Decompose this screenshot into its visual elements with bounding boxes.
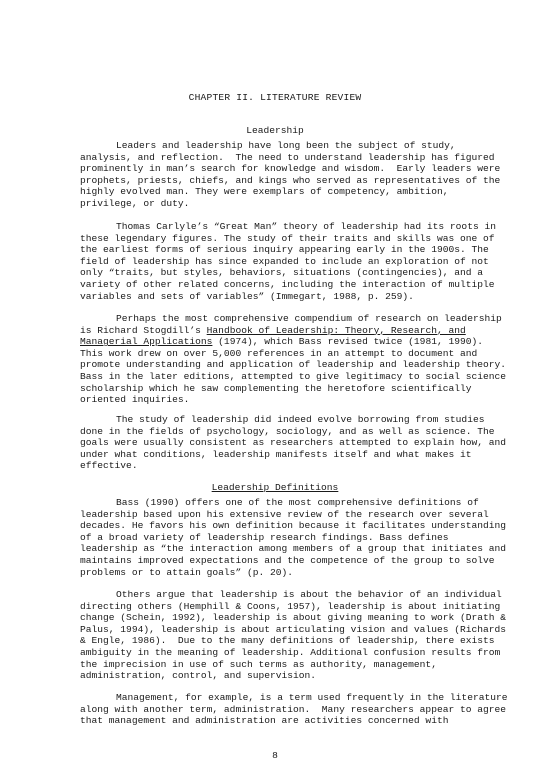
paragraph-line: variables and sets of variables” (Immegart, 1988, p. 259). [80, 290, 414, 302]
paragraph-line: along with another term, administration. Many researchers appear to agree [80, 703, 507, 715]
paragraph-line: the imprecision in use of such terms as authority, management, [80, 658, 437, 670]
paragraph-line: promote understanding and application of leadership and leadership theory. [80, 359, 507, 371]
paragraph-line: that management and administration are activities concerned with [80, 715, 449, 727]
paragraph-text: (1974), which Bass revised twice (1981, 1990). [212, 336, 484, 348]
paragraph-1 [80, 140, 501, 210]
paragraph-line: under what conditions, leadership manifests itself and what makes it [80, 448, 472, 460]
paragraph-line: & Engle, 1986). Due to the many definitions of leadership, there exists [80, 635, 495, 647]
paragraph-7 [80, 692, 508, 727]
book-title-part-1: Handbook of Leadership: Theory, Research, and [206, 324, 466, 336]
paragraph-line: oriented inquiries. [80, 394, 190, 406]
paragraph-line: decades. He favors his own definition because it facilitates understanding [80, 520, 507, 532]
page-number: 8 [272, 750, 278, 761]
paragraph-line: analysis, and reflection. The need to understand leadership has figured [80, 151, 495, 163]
paragraph-line: maintains improved expectations and the competence of the group to solve [80, 554, 495, 566]
paragraph-6 [80, 589, 507, 682]
paragraph-line: Palus, 1994), leadership is about articulating vision and values (Richards [80, 623, 507, 635]
paragraph-line: Others argue that leadership is about the behavior of an individual [116, 589, 502, 600]
chapter-title: CHAPTER II. LITERATURE REVIEW [188, 92, 362, 103]
paragraph-line: Thomas Carlyle’s “Great Man” theory of leadership had its roots in [116, 221, 496, 232]
paragraph-4 [80, 414, 507, 472]
paragraph-line: problems or to attain goals” (p. 20). [80, 566, 294, 578]
paragraph-line: Management, for example, is a term used frequently in the literature [116, 692, 508, 703]
paragraph-line: of a broad variety of leadership research findings. Bass defines [80, 531, 449, 543]
section-heading-definitions [0, 482, 550, 494]
paragraph-line: field of leadership has since expanded to include an exploration of not [80, 255, 489, 267]
paragraph-line: Bass in the later editions, attempted to give legitimacy to social science [80, 370, 507, 382]
paragraph-line: Perhaps the most comprehensive compendium of research on leadership [116, 313, 502, 324]
paragraph-line: goals were usually consistent as researchers attempted to explain how, and [80, 437, 507, 449]
paragraph-line: change (Schein, 1992), leadership is about giving meaning to work (Drath & [80, 612, 507, 624]
paragraph-line: prominently in man’s search for knowledge and wisdom. Early leaders were [80, 163, 501, 175]
paragraph-line: done in the fields of psychology, sociology, and as well as science. The [80, 425, 495, 437]
paragraph-line: scholarship which he saw complementing the heretofore scientifically [80, 382, 472, 394]
section-heading-leadership: Leadership [246, 125, 304, 136]
book-title-part-2: Managerial Applications [80, 336, 213, 348]
paragraph-line: directing others (Hemphill & Coons, 1957), leadership is about initiating [80, 600, 501, 612]
paragraph-line [80, 325, 476, 337]
paragraph-line: leadership based upon his extensive review of the research over several [80, 508, 489, 520]
paragraph-line: Bass (1990) offers one of the most comprehensive definitions of [116, 497, 479, 508]
paragraph-line: ambiguity in the meaning of leadership. Additional confusion results from [80, 646, 501, 658]
paragraph-text: is Richard Stogdill’s [80, 324, 207, 336]
paragraph-line: Leaders and leadership have long been the subject of study, [116, 140, 456, 151]
paragraph-line: these legendary figures. The study of their traits and skills was one of [80, 232, 495, 244]
paragraph-line: This work drew on over 5,000 references in an attempt to document and [80, 347, 478, 359]
section-heading-text: Leadership Definitions [211, 482, 339, 493]
paragraph-5 [80, 497, 507, 578]
paragraph-line [80, 336, 484, 348]
paragraph-line: variety of other related concerns, including the interaction of multiple [80, 278, 495, 290]
paragraph-2 [80, 221, 496, 302]
paragraph-line: the earliest forms of serious inquiry appearing early in the 1900s. The [80, 244, 489, 256]
paragraph-line: prophets, priests, chiefs, and kings who served as representatives of the [80, 174, 501, 186]
paragraph-line: only “traits, but styles, behaviors, situations (contingencies), and a [80, 267, 484, 279]
paragraph-line: privilege, or duty. [80, 197, 190, 209]
paragraph-line: leadership as “the interaction among members of a group that initiates and [80, 543, 507, 555]
paragraph-line: effective. [80, 460, 138, 472]
paragraph-line: The study of leadership did indeed evolve borrowing from studies [116, 414, 485, 425]
paragraph-line: highly evolved man. They were exemplars of competency, ambition, [80, 186, 449, 198]
paragraph-3 [80, 313, 507, 406]
paragraph-line: administration, control, and supervision. [80, 670, 317, 682]
